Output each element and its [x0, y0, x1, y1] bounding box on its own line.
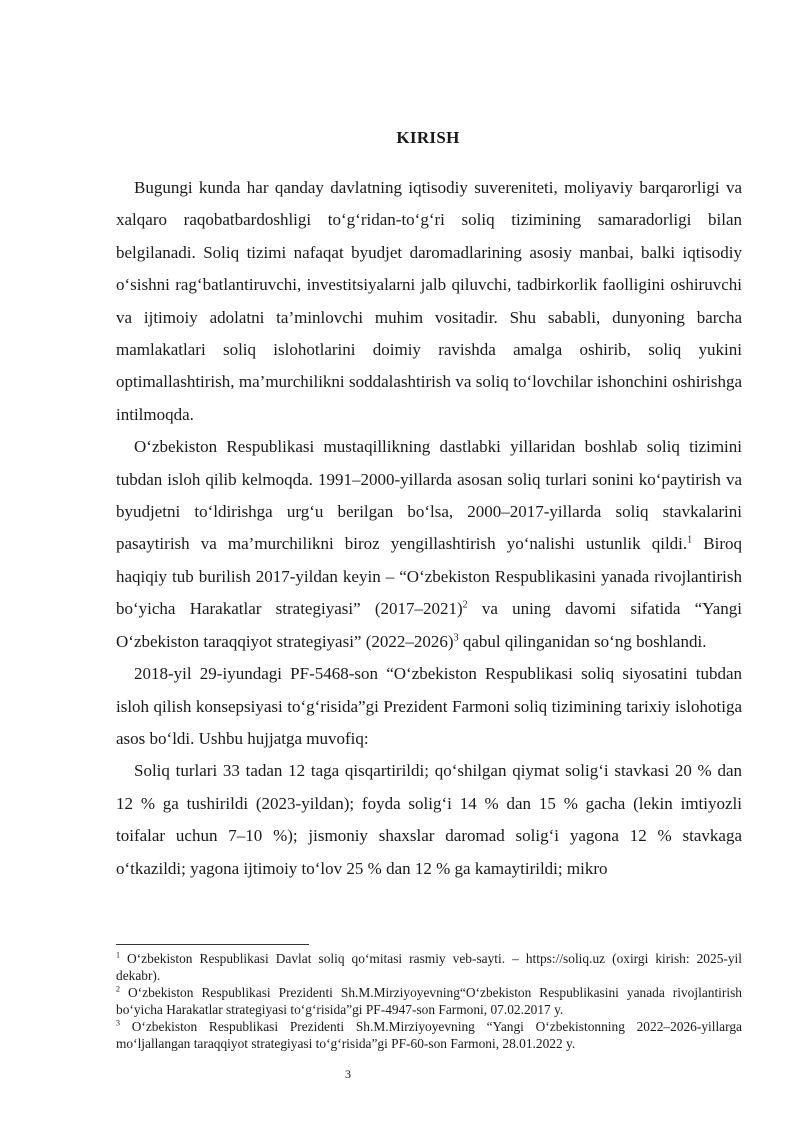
paragraph-reforms: Soliq turlari 33 tadan 12 taga qisqartirildi; qo‘shilgan qiymat solig‘i stavkasi 20 % dan 12 % ga tushirildi (2023-yildan); foyda solig‘i 14 % dan 15 % gacha (lekin imtiyozli toifalar uchun 7–10 %); jismoniy shaxslar daromad solig‘i yagona 12 % stavkaga o‘tkazildi; yagona ijtimoiy to‘lov 25 % dan 12 % ga kamaytirildi; mikro — [116, 761, 742, 878]
footnote-reference-2[interactable]: 2 — [462, 599, 468, 611]
page-number: 3 — [345, 1067, 351, 1081]
body-text — [116, 172, 742, 885]
paragraph-history-part-4: qabul qilinganidan so‘ng boshlandi. — [458, 631, 707, 651]
footnote-separator — [116, 944, 309, 945]
footnote-3 — [116, 1018, 742, 1052]
footnote-mark-2: 2 — [116, 984, 120, 994]
footnote-text-2: O‘zbekiston Respublikasi Prezidenti Sh.M.Mirziyoyevning“O‘zbekiston Respublikasini yanada rivojlantirish bo‘yicha Harakatlar strategiyasi to‘g‘risida”gi PF-4947-son Farmoni, 07.02.2017 y. — [116, 985, 742, 1017]
paragraph-history-part-2: Biroq haqiqiy tub burilish 2017-yildan keyin – “O‘zbekiston Respublikasini yanada rivojlantirish bo‘yicha Harakatlar strategiyasi” (2017–2021) — [116, 534, 742, 619]
footnote-mark-1: 1 — [116, 950, 120, 960]
footnote-text-1: O‘zbekiston Respublikasi Davlat soliq qo‘mitasi rasmiy veb-sayti. – https://soliq.uz (oxirgi kirish: 2025-yil dekabr). — [116, 951, 742, 983]
footnote-text-3: O‘zbekiston Respublikasi Prezidenti Sh.M.Mirziyoyevning “Yangi O‘zbekistonning 2022–2026-yillarga mo‘ljallangan taraqqiyot strategiyasi to‘g‘risida”gi PF-60-son Farmoni, 28.01.2022 y. — [116, 1019, 742, 1051]
footnote-mark-3: 3 — [116, 1018, 120, 1028]
footnote-reference-3[interactable]: 3 — [453, 632, 459, 644]
paragraph-history — [116, 431, 742, 658]
paragraph-decree: 2018-yil 29-iyundagi PF-5468-son “O‘zbekiston Respublikasi soliq siyosatini tubdan isloh qilish konsepsiyasi to‘g‘risida”gi Prezident Farmoni soliq tizimining tarixiy islohotiga asos bo‘ldi. Ushbu hujjatga muvofiq: — [116, 664, 742, 748]
paragraph-intro: Bugungi kunda har qanday davlatning iqtisodiy suvereniteti, moliyaviy barqarorligi va xalqaro raqobatbardoshligi to‘g‘ridan-to‘g‘ri soliq tizimining samaradorligi bilan belgilanadi. Soliq tizimi nafaqat byudjet daromadlarining asosiy manbai, balki iqtisodiy o‘sishni rag‘batlantiruvchi, investitsiyalarni jalb qiluvchi, tadbirkorlik faolligini oshiruvchi va ijtimoiy adolatni ta’minlovchi muhim vositadir. Shu sababli, dunyoning barcha mamlakatlari soliq islohotlarini doimiy ravishda amalga oshirib, soliq yukini optimallashtirish, ma’murchilikni soddalashtirish va soliq to‘lovchilar ishonchini oshirishga intilmoqda. — [116, 178, 742, 424]
footnotes — [116, 950, 742, 1052]
paragraph-history-part-3: va uning davomi sifatida “Yangi O‘zbekiston taraqqiyot strategiyasi” (2022–2026) — [116, 599, 742, 651]
footnote-2 — [116, 984, 742, 1018]
paragraph-history-part-1: O‘zbekiston Respublikasi mustaqillikning dastlabki yillaridan boshlab soliq tizimini tubdan isloh qilib kelmoqda. 1991–2000-yillarda asosan soliq turlari sonini ko‘paytirish va byudjetni to‘ldirishga urg‘u berilgan bo‘lsa, 2000–2017-yillarda soliq stavkalarini pasaytirish va ma’murchilikni biroz yengillashtirish yo‘nalishi ustunlik qildi. — [116, 437, 742, 554]
footnote-1 — [116, 950, 742, 984]
section-heading: KIRISH — [396, 128, 460, 147]
footnote-reference-1[interactable]: 1 — [687, 534, 693, 546]
